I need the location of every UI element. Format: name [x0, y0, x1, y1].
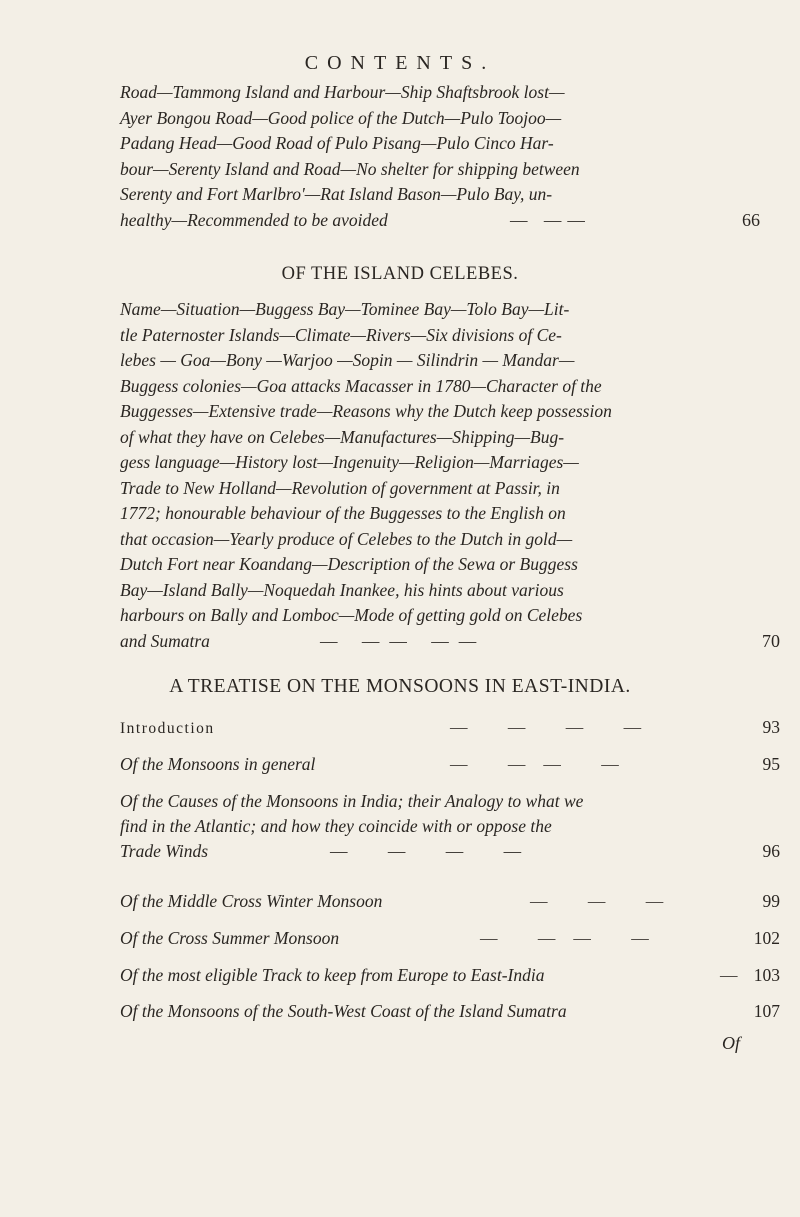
leader-dashes: — — — —	[330, 841, 540, 861]
entry-line: 1772; honourable behaviour of the Buggesses to the English on	[120, 503, 566, 523]
leader-dashes: —	[720, 965, 756, 985]
toc-row-causes	[120, 789, 780, 869]
page-number: 93	[762, 717, 780, 737]
entry-line: gess language—History lost—Ingenuity—Religion—Marriages—	[120, 452, 579, 472]
entry-line: Of the Causes of the Monsoons in India; their Analogy to what we	[120, 791, 584, 811]
section-heading-monsoons: A TREATISE ON THE MONSOONS IN EAST-INDIA.	[169, 676, 631, 697]
page-number: 95	[762, 754, 780, 774]
entry-line: that occasion—Yearly produce of Celebes to the Dutch in gold—	[120, 528, 573, 549]
page-number: 102	[753, 928, 780, 948]
entry-title: Introduction	[120, 720, 215, 737]
toc-row-eligible-track	[120, 965, 780, 989]
entry-line: Dutch Fort near Koandang—Description of the Sewa or Buggess	[120, 554, 578, 574]
entry-line: bour—Serenty Island and Road—No shelter for shipping between	[120, 158, 580, 179]
entry-title: Of the Monsoons in general	[120, 754, 316, 774]
entry-text: Trade Winds	[120, 841, 209, 861]
toc-row-cross-summer	[120, 928, 780, 952]
leader-dashes: — —— —	[480, 928, 667, 948]
page-number: 103	[753, 965, 780, 985]
page-number: 107	[753, 1001, 780, 1021]
entry-line: tle Paternoster Islands—Climate—Rivers—Six divisions of Ce-	[120, 324, 562, 345]
entry-title: Of the Middle Cross Winter Monsoon	[120, 891, 383, 911]
entry-text: healthy—Recommended to be avoided	[120, 209, 388, 230]
entry-line: find in the Atlantic; and how they coincide with or oppose the	[120, 816, 552, 836]
page-number: 66	[742, 209, 760, 230]
contents-entry-celebes	[120, 297, 780, 657]
toc-row-sumatra	[120, 1001, 780, 1025]
catchword: Of	[722, 1033, 740, 1053]
leader-dashes: — — —	[530, 891, 682, 911]
contents-entry-road	[120, 80, 760, 240]
entry-line: harbours on Bally and Lomboc—Mode of getting gold on Celebes	[120, 605, 583, 625]
entry-text: and Sumatra	[120, 630, 210, 651]
entry-line: Padang Head—Good Road of Pulo Pisang—Pulo Cinco Har-	[120, 133, 554, 153]
leader-dashes: — — — —	[450, 717, 660, 737]
entry-line: Buggesses—Extensive trade—Reasons why the Dutch keep possession	[120, 401, 612, 421]
leader-dashes: — ——	[510, 209, 591, 230]
entry-line	[120, 629, 780, 655]
entry-line: of what they have on Celebes—Manufactures—Shipping—Bug-	[120, 426, 565, 447]
entry-line: Bay—Island Bally—Noquedah Inankee, his hints about various	[120, 579, 564, 600]
leader-dashes: — —— ——	[320, 630, 487, 651]
entry-line: Name—Situation—Buggess Bay—Tominee Bay—Tolo Bay—Lit-	[120, 299, 570, 319]
entry-line: Road—Tammong Island and Harbour—Ship Shaftsbrook lost—	[120, 82, 565, 102]
entry-line: lebes — Goa—Bony —Warjoo —Sopin — Silindrin — Mandar—	[120, 350, 575, 370]
entry-line	[120, 839, 780, 864]
entry-line: Buggess colonies—Goa attacks Macasser in 1780—Character of the	[120, 375, 602, 396]
leader-dashes: — —— —	[450, 754, 637, 774]
page-number: 70	[762, 630, 780, 651]
entry-title: Of the most eligible Track to keep from Europe to East-India	[120, 965, 545, 985]
entry-line: Trade to New Holland—Revolution of government at Passir, in	[120, 477, 560, 498]
entry-line: Ayer Bongou Road—Good police of the Dutch—Pulo Toojoo—	[120, 107, 562, 128]
section-heading-celebes: OF THE ISLAND CELEBES.	[281, 264, 519, 284]
toc-row-middle-cross-winter	[120, 891, 780, 915]
toc-row-introduction	[120, 717, 780, 741]
toc-row-monsoons-general	[120, 754, 780, 778]
entry-line: Serenty and Fort Marlbro'—Rat Island Bason—Pulo Bay, un-	[120, 184, 553, 204]
page-number: 99	[762, 891, 780, 911]
page-number: 96	[762, 841, 780, 861]
entry-title: Of the Cross Summer Monsoon	[120, 928, 340, 948]
entry-title: Of the Monsoons of the South-West Coast of the Island Sumatra	[120, 1001, 567, 1021]
running-head: CONTENTS.	[304, 52, 496, 74]
entry-line	[120, 208, 760, 234]
